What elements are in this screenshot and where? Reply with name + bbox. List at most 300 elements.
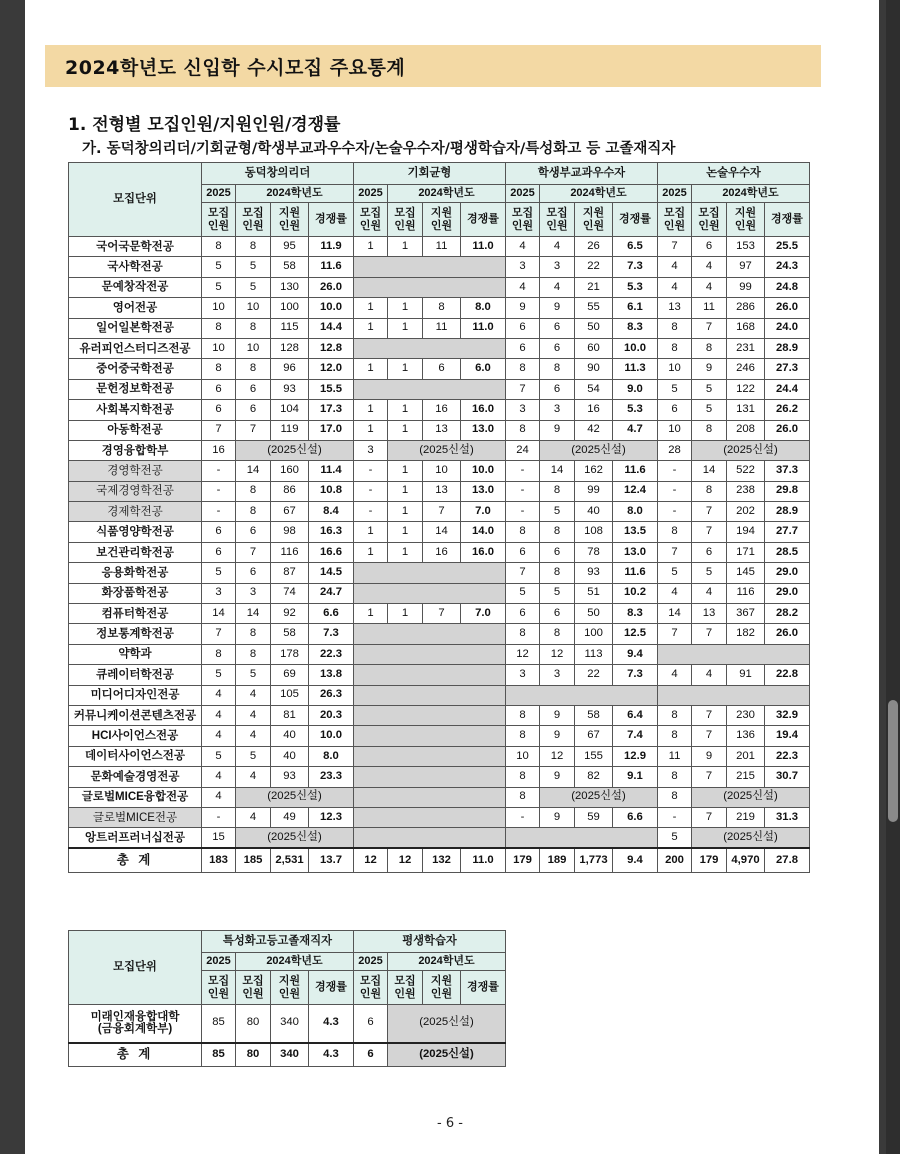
recruit-2025-value: 7 [658,624,692,644]
recruit-2025-value: 8 [506,726,540,746]
apply-header: 지원 인원 [575,203,613,237]
rate-2024-value: 12.0 [309,359,354,379]
recruit-2025-value: 4 [506,237,540,257]
rate-2024-value: 26.0 [309,277,354,297]
recruit-2024-value: 9 [540,767,575,787]
rate-2024-value: 6.6 [309,604,354,624]
total-recruit-2024: 12 [388,848,423,872]
apply-2024-value: 113 [575,644,613,664]
recruit-2025-header: 모집 인원 [506,203,540,237]
apply-2024-value: 50 [575,604,613,624]
rate-2024-value: 27.3 [765,359,810,379]
recruit-2025-value: 6 [202,400,236,420]
total-rate-2024: 4.3 [309,1043,354,1067]
apply-2024-value: 230 [727,705,765,725]
recruit-2024-value: 7 [692,502,727,522]
rate-2024-value: 6.0 [461,359,506,379]
recruit-2024-value: 4 [236,807,271,827]
recruit-2024-value: 6 [540,338,575,358]
recruit-2025-value: 8 [202,359,236,379]
recruit-header: 모집 인원 [388,203,423,237]
recruit-2024-value: 5 [236,665,271,685]
recruit-2025-value: - [354,461,388,481]
recruit-2025-value: 28 [658,440,692,460]
recruit-2025-value: 7 [202,420,236,440]
apply-2024-value: 208 [727,420,765,440]
new-2025-label: (2025신설) [236,828,354,848]
total-row [69,848,810,872]
unit-name: 국사학전공 [69,257,202,277]
apply-2024-value: 59 [575,807,613,827]
recruit-2025-value: 85 [202,1005,236,1043]
empty-cell [354,767,506,787]
recruit-2025-value: 4 [658,665,692,685]
table-row [69,440,810,460]
rate-2024-value: 16.0 [461,400,506,420]
apply-2024-value: 104 [271,400,309,420]
unit-name: 유러피언스터디즈전공 [69,338,202,358]
recruit-2024-value: 5 [692,379,727,399]
apply-2024-value: 122 [727,379,765,399]
empty-cell [354,583,506,603]
rate-2024-value: 8.0 [461,298,506,318]
rate-header: 경쟁률 [309,971,354,1005]
recruit-2025-value: 8 [658,787,692,807]
recruit-2025-value: 8 [202,644,236,664]
table-row [69,502,810,522]
unit-name: 응용화학전공 [69,563,202,583]
recruit-2025-value: 8 [658,726,692,746]
recruit-2025-value: 10 [658,420,692,440]
rate-header: 경쟁률 [461,971,506,1005]
apply-2024-value: 50 [575,318,613,338]
new-2025-label: (2025신설) [692,828,810,848]
scrollbar-track[interactable] [886,0,900,1154]
scrollbar-thumb[interactable] [888,700,898,822]
recruit-2025-value: - [202,461,236,481]
apply-2024-value: 7 [423,604,461,624]
table-row [69,604,810,624]
apply-2024-value: 42 [575,420,613,440]
recruit-2025-value: 4 [658,257,692,277]
recruit-2025-value: 1 [354,237,388,257]
empty-cell [658,685,810,705]
unit-name: 중어중국학전공 [69,359,202,379]
recruit-2024-value: 4 [540,277,575,297]
apply-2024-value: 67 [575,726,613,746]
recruit-2025-value: - [658,481,692,501]
recruit-2024-value: 8 [540,563,575,583]
recruit-2025-value: 5 [202,257,236,277]
recruit-2024-value: 9 [692,746,727,766]
year-2024-header: 2024학년도 [236,953,354,971]
unit-name: 식품영양학전공 [69,522,202,542]
apply-2024-value: 93 [575,563,613,583]
table-row [69,461,810,481]
recruit-2025-value: 6 [354,1005,388,1043]
recruit-2025-value: 24 [506,440,540,460]
recruit-2024-value: 5 [540,583,575,603]
table-row [69,624,810,644]
apply-2024-value: 201 [727,746,765,766]
recruit-2025-value: 1 [354,522,388,542]
recruit-2025-value: 8 [506,624,540,644]
apply-2024-value: 54 [575,379,613,399]
recruit-2025-value: 12 [506,644,540,664]
apply-2024-value: 100 [271,298,309,318]
recruit-2025-value: 3 [354,440,388,460]
recruit-2024-value: 4 [236,705,271,725]
recruit-2025-value: 1 [354,318,388,338]
group-header: 동덕창의리더 [202,163,354,185]
admission-stats-table [68,162,810,873]
apply-2024-value: 11 [423,237,461,257]
rate-2024-value: 32.9 [765,705,810,725]
rate-2024-value: 17.3 [309,400,354,420]
apply-2024-value: 11 [423,318,461,338]
recruit-header: 모집 인원 [692,203,727,237]
apply-2024-value: 155 [575,746,613,766]
recruit-2025-value: 5 [202,746,236,766]
recruit-2025-value: 1 [354,420,388,440]
apply-2024-value: 82 [575,767,613,787]
apply-2024-value: 231 [727,338,765,358]
recruit-2024-value: 6 [692,542,727,562]
apply-2024-value: 162 [575,461,613,481]
recruit-2024-value: 1 [388,461,423,481]
new-2025-label: (2025신설) [388,1043,506,1067]
unit-name: 미디어디자인전공 [69,685,202,705]
recruit-2025-value: 8 [506,767,540,787]
recruit-2025-value: 10 [506,746,540,766]
recruit-2025-value: - [354,502,388,522]
unit-name: 컴퓨터학전공 [69,604,202,624]
rate-2024-value: 24.3 [765,257,810,277]
rate-2024-value: 13.5 [613,522,658,542]
recruit-2024-value: 8 [236,644,271,664]
recruit-2024-value: 1 [388,237,423,257]
recruit-2025-value: 6 [202,522,236,542]
recruit-2024-value: 13 [692,604,727,624]
recruit-2025-value: 10 [202,338,236,358]
recruit-2025-value: 3 [506,400,540,420]
apply-2024-value: 87 [271,563,309,583]
recruit-2024-value: 7 [692,807,727,827]
apply-2024-value: 97 [727,257,765,277]
total-recruit-2024: 80 [236,1043,271,1067]
rate-2024-value: 17.0 [309,420,354,440]
recruit-2024-value: 5 [236,746,271,766]
total-label: 총 계 [69,1043,202,1067]
recruit-2025-value: 1 [354,359,388,379]
apply-2024-value: 78 [575,542,613,562]
recruit-2024-value: 1 [388,604,423,624]
recruit-2025-header: 모집 인원 [354,203,388,237]
recruit-2025-value: 4 [202,726,236,746]
empty-cell [354,807,506,827]
empty-cell [354,563,506,583]
rate-2024-value: 31.3 [765,807,810,827]
recruit-2024-value: 3 [236,583,271,603]
recruit-2024-value: 4 [692,277,727,297]
apply-2024-value: 6 [423,359,461,379]
rate-2024-value: 26.2 [765,400,810,420]
empty-cell [354,726,506,746]
apply-2024-value: 16 [423,542,461,562]
total-recruit-2025: 85 [202,1043,236,1067]
recruit-2025-value: 4 [658,583,692,603]
table-row [69,828,810,848]
apply-2024-value: 26 [575,237,613,257]
rate-2024-value: 26.0 [765,298,810,318]
total-recruit-2025: 183 [202,848,236,872]
empty-cell [354,624,506,644]
rate-2024-value: 14.5 [309,563,354,583]
rate-2024-value: 13.8 [309,665,354,685]
table-row [69,685,810,705]
recruit-2025-value: 8 [506,705,540,725]
recruit-2024-value: 7 [236,420,271,440]
recruit-2024-value: 8 [236,624,271,644]
apply-2024-value: 95 [271,237,309,257]
rate-2024-value: 27.7 [765,522,810,542]
rate-2024-value: 28.9 [765,338,810,358]
recruit-2025-value: 6 [506,542,540,562]
recruit-2025-value: 5 [202,665,236,685]
rate-2024-value: 26.0 [765,420,810,440]
recruit-2025-value: 7 [506,563,540,583]
apply-2024-value: 10 [423,461,461,481]
rate-2024-value: 12.4 [613,481,658,501]
table-row [69,1005,506,1043]
recruit-2025-value: - [658,807,692,827]
recruit-2025-value: 8 [658,318,692,338]
recruit-2025-value: 4 [658,277,692,297]
recruit-2024-value: 1 [388,522,423,542]
recruit-2025-header: 모집 인원 [354,971,388,1005]
year-2024-header: 2024학년도 [388,953,506,971]
rate-2024-value: 11.3 [613,359,658,379]
recruit-2024-value: 4 [236,685,271,705]
total-recruit-2025: 12 [354,848,388,872]
apply-2024-value: 55 [575,298,613,318]
recruit-2024-value: 8 [540,522,575,542]
recruit-2024-value: 3 [540,257,575,277]
rate-2024-value: 10.0 [613,338,658,358]
table-row [69,318,810,338]
rate-header: 경쟁률 [461,203,506,237]
table-row [69,257,810,277]
apply-2024-value: 49 [271,807,309,827]
recruit-2024-value: 7 [236,542,271,562]
total-label: 총 계 [69,848,202,872]
recruit-2025-value: 5 [202,277,236,297]
apply-2024-value: 219 [727,807,765,827]
new-2025-label: (2025신설) [236,440,354,460]
rate-2024-value: 13.0 [461,481,506,501]
recruit-2025-value: 4 [202,685,236,705]
year-2024-header: 2024학년도 [540,185,658,203]
apply-2024-value: 92 [271,604,309,624]
total-recruit-2025: 200 [658,848,692,872]
recruit-2025-value: 16 [202,440,236,460]
recruit-2025-value: 6 [506,318,540,338]
recruit-2024-value: 4 [692,665,727,685]
rate-2024-value: 5.3 [613,277,658,297]
empty-cell [354,828,506,848]
apply-2024-value: 153 [727,237,765,257]
rate-2024-value: 16.3 [309,522,354,542]
recruit-2024-value: 1 [388,400,423,420]
rate-2024-value: 24.0 [765,318,810,338]
rate-2024-value: 16.0 [461,542,506,562]
recruit-2024-value: 7 [692,767,727,787]
rate-2024-value: 10.0 [309,726,354,746]
recruit-2024-value: 4 [692,257,727,277]
recruit-2025-value: - [506,807,540,827]
table-row [69,542,810,562]
apply-header: 지원 인원 [271,203,309,237]
recruit-2024-value: 6 [692,237,727,257]
unit-name: 경영학전공 [69,461,202,481]
recruit-2025-value: 4 [506,277,540,297]
rate-2024-value: 37.3 [765,461,810,481]
apply-2024-value: 58 [575,705,613,725]
year-2025-header: 2025 [202,185,236,203]
empty-cell [354,665,506,685]
special-admission-table [68,930,506,1067]
table-row [69,277,810,297]
apply-2024-value: 58 [271,624,309,644]
recruit-2025-value: - [354,481,388,501]
apply-header: 지원 인원 [727,203,765,237]
rate-2024-value: 16.6 [309,542,354,562]
rate-2024-value: 9.4 [613,644,658,664]
recruit-2024-value: 14 [236,461,271,481]
rate-2024-value: 11.0 [461,237,506,257]
new-2025-label: (2025신설) [388,1005,506,1043]
rate-2024-value: 28.2 [765,604,810,624]
apply-2024-value: 13 [423,420,461,440]
recruit-2025-value: 6 [506,604,540,624]
recruit-2025-value: 4 [202,767,236,787]
recruit-2025-value: 1 [354,604,388,624]
document-title: 2024학년도 신입학 수시모집 주요통계 [45,45,821,87]
unit-name: HCI사이언스전공 [69,726,202,746]
year-2025-header: 2025 [506,185,540,203]
apply-2024-value: 14 [423,522,461,542]
unit-name: 문헌정보학전공 [69,379,202,399]
rate-2024-value: 4.3 [309,1005,354,1043]
recruit-2025-value: 8 [506,359,540,379]
total-apply-2024: 2,531 [271,848,309,872]
apply-2024-value: 119 [271,420,309,440]
table-row [69,359,810,379]
apply-2024-value: 168 [727,318,765,338]
apply-2024-value: 16 [575,400,613,420]
recruit-2024-value: 4 [540,237,575,257]
rate-header: 경쟁률 [309,203,354,237]
recruit-2025-value: 8 [202,318,236,338]
apply-2024-value: 194 [727,522,765,542]
rate-2024-value: 22.8 [765,665,810,685]
rate-2024-value: 10.0 [309,298,354,318]
group-header: 학생부교과우수자 [506,163,658,185]
unit-name: 정보통계학전공 [69,624,202,644]
apply-2024-value: 13 [423,481,461,501]
recruit-2024-value: 3 [540,665,575,685]
unit-name: 경영융합학부 [69,440,202,460]
new-2025-label: (2025신설) [692,440,810,460]
unit-name: 글로벌MICE전공 [69,807,202,827]
recruit-2025-value: 1 [354,542,388,562]
recruit-2024-value: 9 [540,298,575,318]
group-header: 기회균형 [354,163,506,185]
unit-name: 데이터사이언스전공 [69,746,202,766]
total-apply-2024: 132 [423,848,461,872]
apply-2024-value: 58 [271,257,309,277]
rate-2024-value: 8.4 [309,502,354,522]
group-header: 평생학습자 [354,931,506,953]
table-row [69,787,810,807]
unit-name: 문예창작전공 [69,277,202,297]
recruit-2025-value: - [658,502,692,522]
apply-header: 지원 인원 [271,971,309,1005]
table-row [69,298,810,318]
recruit-2024-value: 5 [540,502,575,522]
apply-2024-value: 93 [271,379,309,399]
empty-cell [354,746,506,766]
recruit-2024-value: 5 [692,563,727,583]
rate-2024-value: 9.0 [613,379,658,399]
recruit-2024-value: 9 [692,359,727,379]
recruit-2024-value: 6 [236,400,271,420]
table-row [69,563,810,583]
unit-name: 국제경영학전공 [69,481,202,501]
recruit-2025-value: - [658,461,692,481]
recruit-2025-value: 5 [658,828,692,848]
apply-2024-value: 21 [575,277,613,297]
unit-name: 앙트러프러너십전공 [69,828,202,848]
rate-2024-value: 28.9 [765,502,810,522]
recruit-2024-value: 8 [236,237,271,257]
recruit-2025-value: - [506,481,540,501]
recruit-2024-value: 1 [388,318,423,338]
recruit-2025-value: - [202,807,236,827]
apply-2024-value: 22 [575,257,613,277]
apply-header: 지원 인원 [423,971,461,1005]
recruit-header: 모집 인원 [236,971,271,1005]
recruit-2025-value: 5 [506,583,540,603]
recruit-2025-value: 15 [202,828,236,848]
recruit-2025-value: 14 [202,604,236,624]
apply-2024-value: 202 [727,502,765,522]
total-rate-2024: 27.8 [765,848,810,872]
recruit-2025-value: 9 [506,298,540,318]
recruit-2024-value: 6 [236,522,271,542]
empty-cell [354,277,506,297]
recruit-2024-value: 8 [236,502,271,522]
unit-name: 문화예술경영전공 [69,767,202,787]
recruit-2025-value: 10 [202,298,236,318]
unit-name: 큐레이터학전공 [69,665,202,685]
rate-2024-value: 12.5 [613,624,658,644]
rate-2024-value: 10.8 [309,481,354,501]
total-apply-2024: 1,773 [575,848,613,872]
recruit-2024-value: 8 [236,481,271,501]
recruit-2024-value: 6 [540,318,575,338]
recruit-2024-value: 1 [388,502,423,522]
